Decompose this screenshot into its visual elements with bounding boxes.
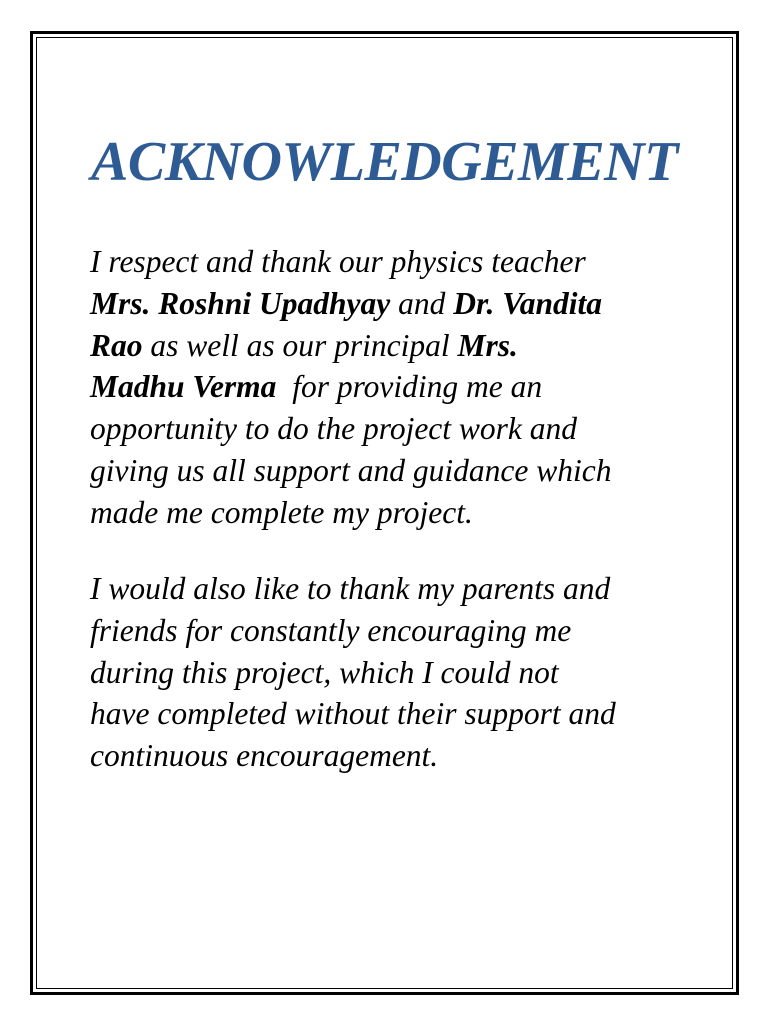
acknowledgement-paragraph-2 bbox=[90, 568, 690, 777]
paragraph-line: giving us all support and guidance which bbox=[90, 452, 612, 488]
acknowledgement-paragraph-1 bbox=[90, 241, 690, 534]
paragraph-line: friends for constantly encouraging me bbox=[90, 612, 572, 648]
connector-text: and bbox=[390, 285, 454, 321]
connector-text: as well as our principal bbox=[142, 327, 458, 363]
paragraph-line: I would also like to thank my parents and bbox=[90, 571, 611, 606]
paragraph-line: during this project, which I could not bbox=[90, 654, 559, 690]
teacher-name-vandita-end: Rao bbox=[90, 327, 143, 363]
page-title: ACKNOWLEDGEMENT bbox=[91, 131, 678, 193]
paragraph-line: made me complete my project. bbox=[90, 494, 473, 530]
connector-text: for providing me an bbox=[276, 369, 543, 405]
teacher-name-vandita: Dr. Vandita bbox=[453, 285, 603, 321]
paragraph-line: continuous encouragement. bbox=[90, 738, 439, 774]
paragraph-line: opportunity to do the project work and bbox=[90, 411, 578, 447]
paragraph-line bbox=[90, 283, 690, 325]
principal-name-end: Madhu Verma bbox=[90, 369, 277, 405]
paragraph-line bbox=[90, 325, 690, 367]
teacher-name-roshni: Mrs. Roshni Upadhyay bbox=[90, 285, 391, 321]
principal-name: Mrs. bbox=[457, 327, 518, 363]
paragraph-line: have completed without their support and bbox=[90, 696, 616, 732]
paragraph-line bbox=[90, 366, 690, 408]
paragraph-line: I respect and thank our physics teacher bbox=[90, 244, 586, 279]
